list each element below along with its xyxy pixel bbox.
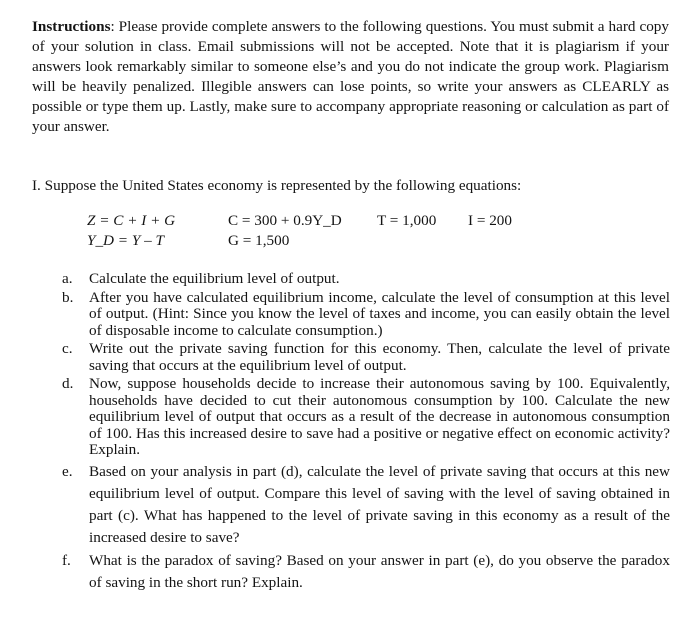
question-part-b <box>62 290 670 340</box>
question-part-e <box>62 461 670 549</box>
part-marker: f. <box>62 551 71 569</box>
equation-z-text: Z = C + I + G <box>87 212 176 229</box>
part-marker: b. <box>62 288 74 306</box>
instructions-label: Instructions <box>32 18 111 35</box>
equation-taxes <box>377 211 436 231</box>
question-part-d <box>62 376 670 459</box>
instructions-text: : Please provide complete answers to the following questions. You must submit a hard copy of your solution in class. Email submissions will not be accepted. Note that it is plagiarism if your answers look remarkably similar to someone else’s and you do not indicate the group work. Plagiarism will be heavily penalized. Illegible answers can lose points, so write your answers as CLEARLY as possible or type them up. Lastly, make sure to accompany appropriate reasoning or calculation as part of your answer. <box>32 18 669 135</box>
part-text: What is the paradox of saving? Based on your answer in part (e), do you observe the paradox of saving in the short run? Explain. <box>89 551 670 591</box>
equation-investment <box>468 211 512 231</box>
equation-g-text: G = 1,500 <box>228 232 290 249</box>
question-part-a <box>62 271 670 288</box>
equation-consumption <box>228 211 342 231</box>
part-text: Based on your analysis in part (d), calculate the level of private saving that occurs at this new equilibrium level of output. Compare this level of saving with the level of saving obtained in part (c). What has happened to the level of private saving in this economy as a result of the increased desire to save? <box>89 462 670 546</box>
equation-t-text: T = 1,000 <box>377 212 437 229</box>
question-part-c <box>62 341 670 374</box>
equation-aggregate-demand <box>87 211 175 231</box>
part-text: After you have calculated equilibrium income, calculate the level of consumption at this level of output. (Hint: Since you know the level of taxes and income, you can easily obtain the level of disposable income to calculate consumption.) <box>89 288 670 339</box>
instructions-paragraph <box>32 17 669 137</box>
part-text: Write out the private saving function for this economy. Then, calculate the level of private saving that occurs at the equilibrium level of output. <box>89 340 670 374</box>
question-parts-list <box>62 271 670 595</box>
equation-disposable-income <box>87 231 164 251</box>
part-marker: e. <box>62 462 73 480</box>
equation-yd-text: Y_D = Y – T <box>87 232 164 249</box>
question-intro: I. Suppose the United States economy is represented by the following equations: <box>32 177 522 194</box>
equation-government-spending <box>228 231 289 251</box>
part-text: Now, suppose households decide to increase their autonomous saving by 100. Equivalently, households have decided to cut their autonomous consumption by 100. Calculate the new equilibrium level of output that occurs as a result of the decrease in autonomous consumption of 100. Has this increased desire to save had a positive or negative effect on economic activity? Explain. <box>89 375 670 458</box>
equation-c-text: C = 300 + 0.9Y_D <box>228 212 342 229</box>
part-text: Calculate the equilibrium level of output. <box>89 270 340 287</box>
part-marker: a. <box>62 270 73 287</box>
part-marker: d. <box>62 375 74 392</box>
part-marker: c. <box>62 340 73 357</box>
equation-i-text: I = 200 <box>468 212 512 229</box>
question-part-f <box>62 550 670 594</box>
